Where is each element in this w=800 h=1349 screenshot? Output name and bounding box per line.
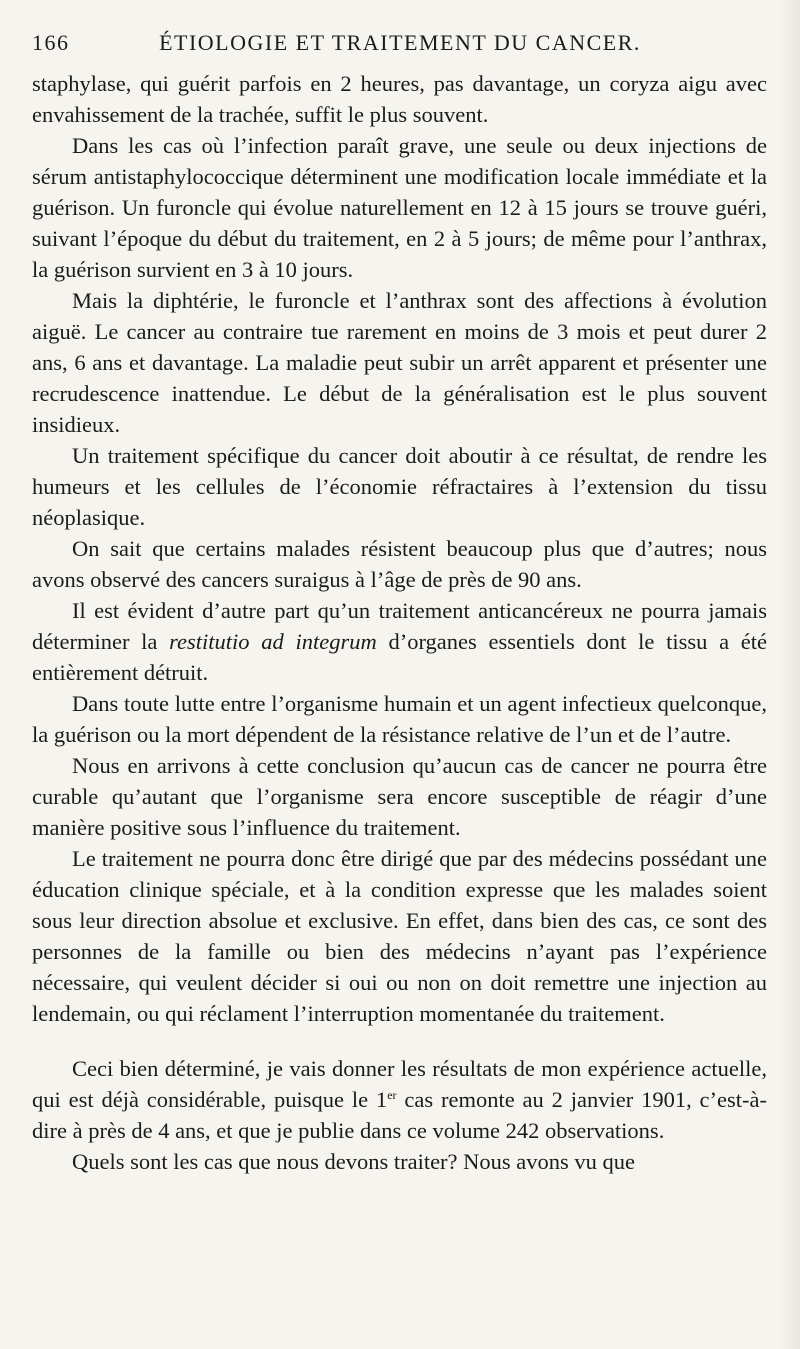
paragraph: staphylase, qui guérit parfois en 2 heures, pas davantage, un coryza aigu avec envahissement de la trachée, suffit le plus souvent. bbox=[32, 71, 767, 127]
page-edge-shadow bbox=[780, 0, 800, 1349]
paragraph: Un traitement spécifique du cancer doit aboutir à ce résultat, de rendre les humeurs et les cellules de l’économie réfractaires à l’extension du tissu néoplasique. bbox=[32, 443, 767, 530]
ordinal-superscript: er bbox=[387, 1088, 397, 1102]
latin-phrase: restitutio ad integrum bbox=[169, 629, 377, 654]
running-head: ÉTIOLOGIE ET TRAITEMENT DU CANCER. bbox=[159, 30, 641, 55]
paragraph: Le traitement ne pourra donc être dirigé que par des médecins possédant une éducation clinique spéciale, et à la condition expresse que les malades soient sous leur direction absolue et exclusive. En effet, dans bien des cas, ce sont des personnes de la famille ou bien des médecins n’ayant pas l’expérience nécessaire, qui veulent décider si oui ou non on doit remettre une injection au lendemain, ou qui réclament l’interruption momentanée du traitement. bbox=[32, 846, 767, 1026]
body-text bbox=[32, 68, 767, 1177]
paragraph-text: cas remonte au 2 janvier 1901, c’est-à-dire à près de 4 ans, et que je publie dans ce volume 242 observations. bbox=[32, 1087, 767, 1143]
page-header bbox=[32, 30, 768, 60]
paragraph bbox=[32, 1053, 767, 1146]
paragraph-text: Il est évident d’autre part qu’un traitement anticancéreux ne pourra jamais déterminer la bbox=[32, 598, 767, 654]
paragraph: Mais la diphtérie, le furoncle et l’anthrax sont des affections à évolution aiguë. Le cancer au contraire tue rarement en moins de 3 mois et peut durer 2 ans, 6 ans et davantage. La maladie peut subir un arrêt apparent et présenter une recrudescence inattendue. Le début de la généralisation est le plus souvent insidieux. bbox=[32, 288, 767, 437]
paragraph: Dans toute lutte entre l’organisme humain et un agent infectieux quelconque, la guérison ou la mort dépendent de la résistance relative de l’un et de l’autre. bbox=[32, 691, 767, 747]
paragraph bbox=[32, 595, 767, 688]
paragraph-text: d’organes essentiels dont le tissu a été entièrement détruit. bbox=[32, 629, 768, 685]
paragraph: Quels sont les cas que nous devons traiter? Nous avons vu que bbox=[72, 1149, 636, 1174]
section-spacer bbox=[32, 1029, 767, 1053]
paragraph: Dans les cas où l’infection paraît grave, une seule ou deux injections de sérum antistaphylococcique déterminent une modification locale immédiate et la guérison. Un furoncle qui évolue naturellement en 12 à 15 jours se trouve guéri, suivant l’époque du début du traitement, en 2 à 5 jours; de même pour l’anthrax, la guérison survient en 3 à 10 jours. bbox=[32, 133, 767, 282]
paragraph: Nous en arrivons à cette conclusion qu’aucun cas de cancer ne pourra être curable qu’autant que l’organisme sera encore susceptible de réagir d’une manière positive sous l’influence du traitement. bbox=[32, 753, 767, 840]
paragraph: On sait que certains malades résistent beaucoup plus que d’autres; nous avons observé des cancers suraigus à l’âge de près de 90 ans. bbox=[32, 536, 767, 592]
page-number: 166 bbox=[32, 30, 70, 55]
paragraph-text: Ceci bien déterminé, je vais donner les résultats de mon expérience actuelle, qui est déjà considérable, puisque le 1 bbox=[32, 1056, 767, 1112]
